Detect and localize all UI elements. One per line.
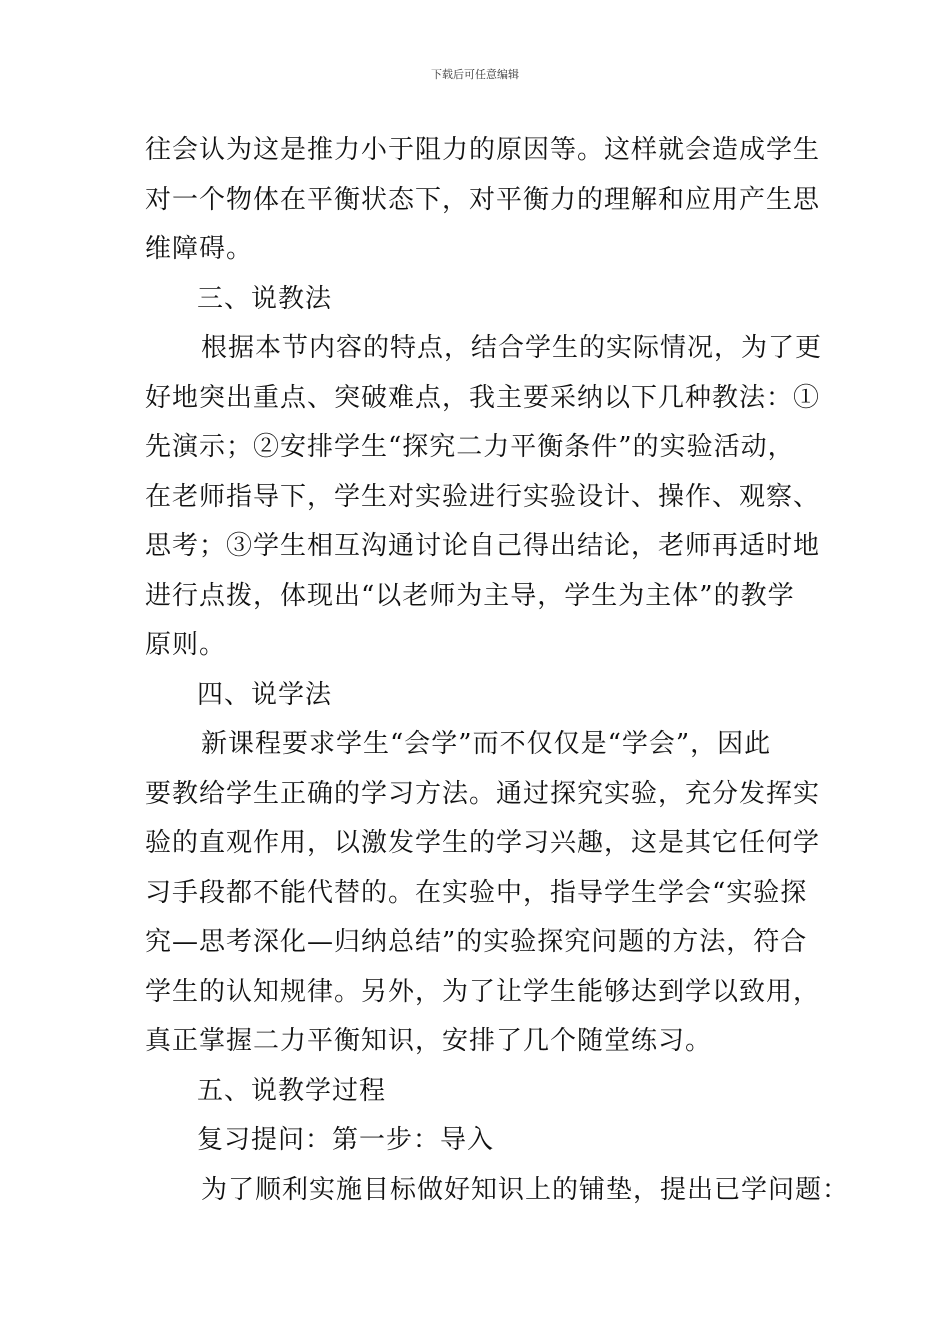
text-line: 习手段都不能代替的。在实验中，指导学生学会“实验探 — [145, 877, 808, 908]
page-header: 下载后可任意编辑 — [431, 68, 519, 81]
section-heading: 五、说教学过程 — [197, 1075, 387, 1106]
paragraph-start: 为了顺利实施目标做好知识上的铺垫，提出已学问题： — [201, 1174, 850, 1205]
text-line: 思考；③学生相互沟通讨论自己得出结论，老师再适时地 — [145, 531, 821, 561]
text-line: 真正掌握二力平衡知识，安排了几个随堂练习。 — [145, 1026, 713, 1056]
text-line: 原则。 — [145, 630, 227, 660]
text-line: 好地突出重点、突破难点，我主要采纳以下几种教法：① — [145, 382, 821, 413]
text-line: 先演示；②安排学生“探究二力平衡条件”的实验活动， — [145, 432, 795, 462]
text-line: 进行点拨，体现出“以老师为主导，学生为主体”的教学 — [145, 580, 795, 611]
text-line: 对一个物体在平衡状态下，对平衡力的理解和应用产生思 — [145, 184, 821, 215]
sub-heading: 复习提问：第一步：导入 — [197, 1125, 495, 1155]
document-body — [145, 126, 850, 1215]
paragraph-start: 新课程要求学生“会学”而不仅仅是“学会”，因此 — [201, 729, 772, 759]
text-line: 验的直观作用，以激发学生的学习兴趣，这是其它任何学 — [145, 828, 821, 858]
section-heading: 四、说学法 — [197, 679, 333, 710]
text-line: 学生的认知规律。另外，为了让学生能够达到学以致用， — [145, 976, 821, 1007]
text-line: 在老师指导下，学生对实验进行实验设计、操作、观察、 — [145, 481, 821, 512]
paragraph-start: 根据本节内容的特点，结合学生的实际情况，为了更 — [201, 333, 823, 363]
section-heading: 三、说教法 — [197, 283, 333, 314]
text-line: 要教给学生正确的学习方法。通过探究实验，充分发挥实 — [145, 778, 821, 809]
text-line: 往会认为这是推力小于阻力的原因等。这样就会造成学生 — [145, 135, 821, 165]
text-line: 维障碍。 — [145, 234, 254, 264]
text-line: 究—思考深化—归纳总结”的实验探究问题的方法，符合 — [145, 927, 808, 957]
